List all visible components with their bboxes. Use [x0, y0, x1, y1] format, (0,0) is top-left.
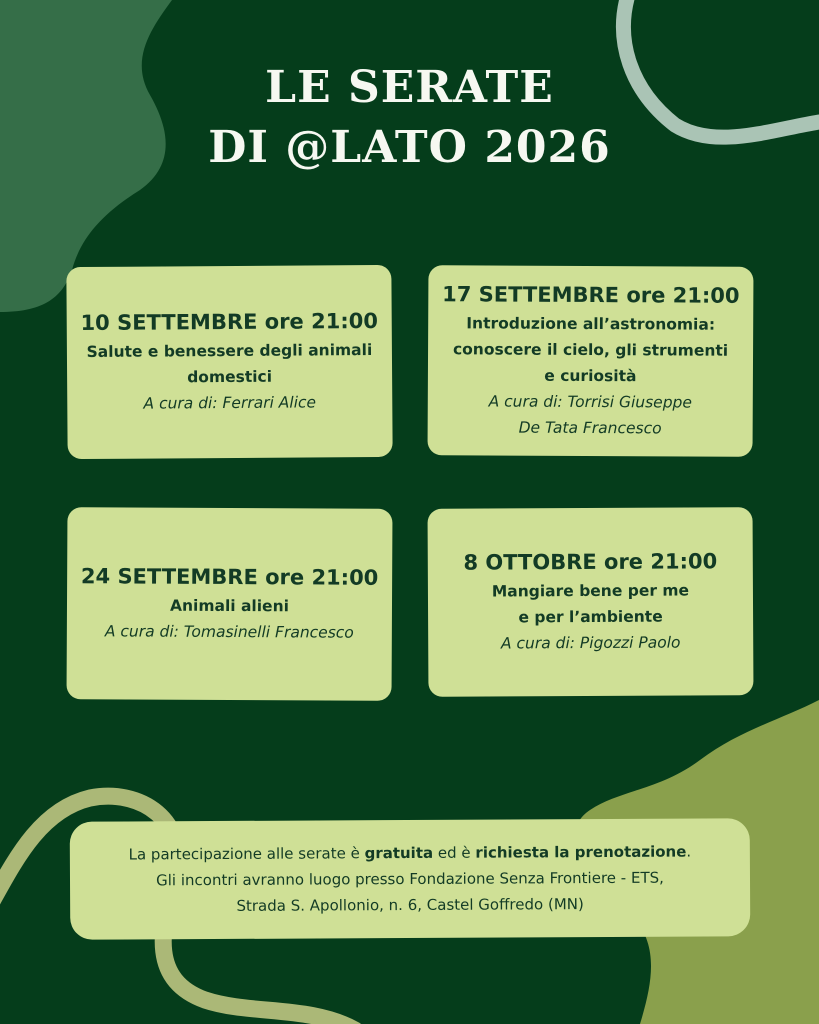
info-line-2: Gli incontri avranno luogo presso Fondazione Senza Frontiere - ETS,	[156, 868, 664, 890]
event-card-2	[428, 265, 754, 457]
page-title	[0, 58, 819, 178]
event-topic-line: conoscere il cielo, gli strumenti	[452, 340, 729, 360]
event-card-1	[66, 265, 392, 459]
event-topic-line: e curiosità	[544, 366, 637, 386]
event-curator-line: A cura di: Ferrari Alice	[143, 393, 317, 413]
event-curator	[501, 630, 681, 657]
event-date: 10 SETTEMBRE ore 21:00	[80, 308, 379, 336]
info-booking-highlight: richiesta la prenotazione	[475, 842, 687, 862]
event-card-4	[428, 507, 754, 697]
event-topic-line: Animali alieni	[169, 596, 289, 616]
event-card-3	[66, 507, 392, 701]
info-line-3: Strada S. Apollonio, n. 6, Castel Goffredo (MN)	[236, 895, 584, 915]
info-text: La partecipazione alle serate è	[128, 844, 365, 864]
event-topic-line: Salute e benessere degli animali	[86, 341, 373, 361]
event-topic	[87, 337, 373, 391]
event-topic	[453, 310, 729, 389]
info-line-1	[70, 838, 750, 868]
event-topic	[492, 577, 689, 630]
event-date: 24 SETTEMBRE ore 21:00	[80, 564, 379, 590]
event-curator	[105, 618, 354, 645]
event-curator-line: A cura di: Tomasinelli Francesco	[104, 622, 354, 642]
event-curator-line: De Tata Francesco	[518, 418, 662, 438]
info-box	[70, 818, 751, 940]
event-curator	[488, 388, 692, 441]
event-topic-line: domestici	[187, 367, 273, 387]
title-line-1: LE SERATE	[265, 62, 554, 113]
info-text: .	[686, 842, 692, 861]
event-topic-line: Mangiare bene per me	[491, 581, 690, 601]
event-curator	[143, 389, 316, 416]
event-curator-line: A cura di: Torrisi Giuseppe	[488, 392, 693, 412]
event-date: 8 OTTOBRE ore 21:00	[463, 549, 718, 575]
event-topic-line: e per l’ambiente	[518, 607, 663, 627]
event-curator-line: A cura di: Pigozzi Paolo	[500, 633, 681, 653]
info-text: ed è	[433, 843, 476, 862]
event-date: 17 SETTEMBRE ore 21:00	[442, 282, 740, 308]
event-topic-line: Introduzione all’astronomia:	[466, 314, 716, 334]
info-free-highlight: gratuita	[364, 843, 434, 863]
event-topic	[170, 593, 289, 620]
title-line-2: DI @LATO 2026	[208, 122, 611, 173]
